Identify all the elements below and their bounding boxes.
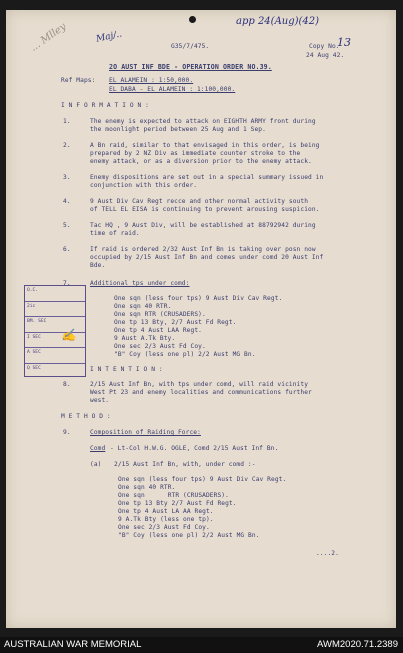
stamp-initials: ✍ bbox=[61, 328, 76, 342]
paragraph-line: prepared by 2 NZ Div as immediate counter stroke to the bbox=[90, 150, 301, 157]
stamp-row: BM. SEC bbox=[25, 317, 85, 333]
paragraph-number: 8. bbox=[63, 381, 71, 388]
stamp-row: O.C. bbox=[25, 286, 85, 302]
list-item: One sec 2/3 Aust Fd Coy. bbox=[114, 343, 206, 350]
document-page bbox=[6, 10, 396, 628]
margin-handwriting: Maj/.. bbox=[95, 29, 123, 45]
list-item: One tp 4 Aust LAA Regt. bbox=[114, 327, 202, 334]
paragraph-number: 6. bbox=[63, 246, 71, 253]
stamp-row: I SEC bbox=[25, 333, 85, 349]
copy-number: 13 bbox=[337, 36, 351, 49]
paragraph-line: of TELL EL EISA is continuing to prevent arousing suspicion. bbox=[90, 206, 320, 213]
sub-text: 2/15 Aust Inf Bn, with, under comd :- bbox=[114, 461, 256, 468]
routing-stamp bbox=[24, 285, 86, 377]
list-item: 9 A.Tk Bty (less one tp). bbox=[118, 516, 214, 523]
paragraph-line: Bde. bbox=[90, 262, 106, 269]
section-intention: I N T E N T I O N : bbox=[90, 366, 163, 373]
list-item: One sqn (less four tps) 9 Aust Div Cav Regt. bbox=[118, 476, 287, 483]
list-item: "B" Coy (less one pl) 2/2 Aust MG Bn. bbox=[114, 351, 256, 358]
list-item: One sqn (less four tps) 9 Aust Div Cav Regt. bbox=[114, 295, 283, 302]
list-item: "B" Coy (less one pl) 2/2 Aust MG Bn. bbox=[118, 532, 260, 539]
continuation-mark: ....2. bbox=[316, 550, 339, 557]
paragraph-heading: Additional tps under comd: bbox=[90, 280, 190, 287]
list-item: One sqn 40 RTR. bbox=[118, 484, 176, 491]
paragraph-number: 5. bbox=[63, 222, 71, 229]
paragraph-number: 9. bbox=[63, 429, 71, 436]
list-item: One sec 2/3 Aust Fd Coy. bbox=[118, 524, 210, 531]
paragraph-line: the moonlight period between 25 Aug and 1 Sep. bbox=[90, 126, 266, 133]
ref-maps-label: Ref Maps: bbox=[61, 77, 96, 84]
paragraph-line: If raid is ordered 2/32 Aust Inf Bn is taking over posn now bbox=[90, 246, 316, 253]
paragraph-line: West Pt 23 and enemy localities and communications further bbox=[90, 389, 312, 396]
paragraph-line: The enemy is expected to attack on EIGHTH ARMY front during bbox=[90, 118, 316, 125]
paragraph-line: west. bbox=[90, 397, 110, 404]
sub-label: (a) bbox=[90, 461, 102, 468]
punch-hole bbox=[189, 16, 196, 23]
stamp-row: 2ic bbox=[25, 302, 85, 318]
pencil-annotation: ... Mlley bbox=[28, 21, 69, 54]
paragraph-line: occupied by 2/15 Aust Inf Bn and comes under comd 20 Aust Inf bbox=[90, 254, 324, 261]
paragraph-line: Tac HQ , 9 Aust Div, will be established at 88792942 during bbox=[90, 222, 316, 229]
archive-footer bbox=[0, 637, 403, 653]
copy-label: Copy No. bbox=[309, 43, 340, 50]
paragraph-number: 1. bbox=[63, 118, 71, 125]
document-title: 2O AUST INF BDE - OPERATION ORDER NO.39. bbox=[109, 63, 272, 71]
list-item: One tp 13 Bty 2/7 Aust Fd Regt. bbox=[118, 500, 237, 507]
paragraph-number: 3. bbox=[63, 174, 71, 181]
paragraph-number: 4. bbox=[63, 198, 71, 205]
document-date: 24 Aug 42. bbox=[306, 52, 345, 59]
footer-institution: AUSTRALIAN WAR MEMORIAL bbox=[4, 639, 142, 650]
list-item: One sqn RTR (CRUSADERS). bbox=[114, 311, 206, 318]
ref-map-1: EL ALAMEIN : 1:50,000. bbox=[109, 77, 194, 84]
stamp-row: Q SEC bbox=[27, 365, 41, 371]
paragraph-line: time of raid. bbox=[90, 230, 140, 237]
paragraph-line: conjunction with this order. bbox=[90, 182, 198, 189]
section-information: I N F O R M A T I O N : bbox=[61, 102, 149, 109]
paragraph-number: 2. bbox=[63, 142, 71, 149]
paragraph-line: 9 Aust Div Cav Regt recce and other normal activity south bbox=[90, 198, 309, 205]
paragraph-line: 2/15 Aust Inf Bn, with tps under comd, will raid vicinity bbox=[90, 381, 309, 388]
paragraph-line: Enemy dispositions are set out in a special summary issued in bbox=[90, 174, 324, 181]
paragraph-number: 7. bbox=[63, 280, 71, 287]
stamp-row: A SEC bbox=[25, 348, 85, 364]
section-method: M E T H O D : bbox=[61, 413, 111, 420]
list-item: One sqn RTR (CRUSADERS). bbox=[118, 492, 229, 499]
paragraph-line: A Bn raid, similar to that envisaged in this order, is being bbox=[90, 142, 320, 149]
list-item: One sqn 40 RTR. bbox=[114, 303, 172, 310]
footer-accession-number: AWM2020.71.2389 bbox=[317, 639, 398, 650]
paragraph-line: enemy attack, or as a diversion prior to the enemy attack. bbox=[90, 158, 312, 165]
list-item: One tp 4 Aust LA AA Regt. bbox=[118, 508, 214, 515]
ref-map-2: EL DABA - EL ALAMEIN : 1:100,000. bbox=[109, 86, 236, 93]
handwritten-reference: app 24(Aug)(42) bbox=[236, 16, 320, 27]
comd-text: - Lt-Col H.W.G. OGLE, Comd 2/15 Aust Inf Bn. bbox=[110, 445, 279, 452]
file-reference: G35/7/475. bbox=[171, 43, 210, 50]
paragraph-heading: Composition of Raiding Force: bbox=[90, 429, 201, 436]
list-item: 9 Aust A.Tk Bty. bbox=[114, 335, 176, 342]
comd-label: Comd bbox=[90, 445, 106, 452]
list-item: One tp 13 Bty, 2/7 Aust Fd Regt. bbox=[114, 319, 237, 326]
